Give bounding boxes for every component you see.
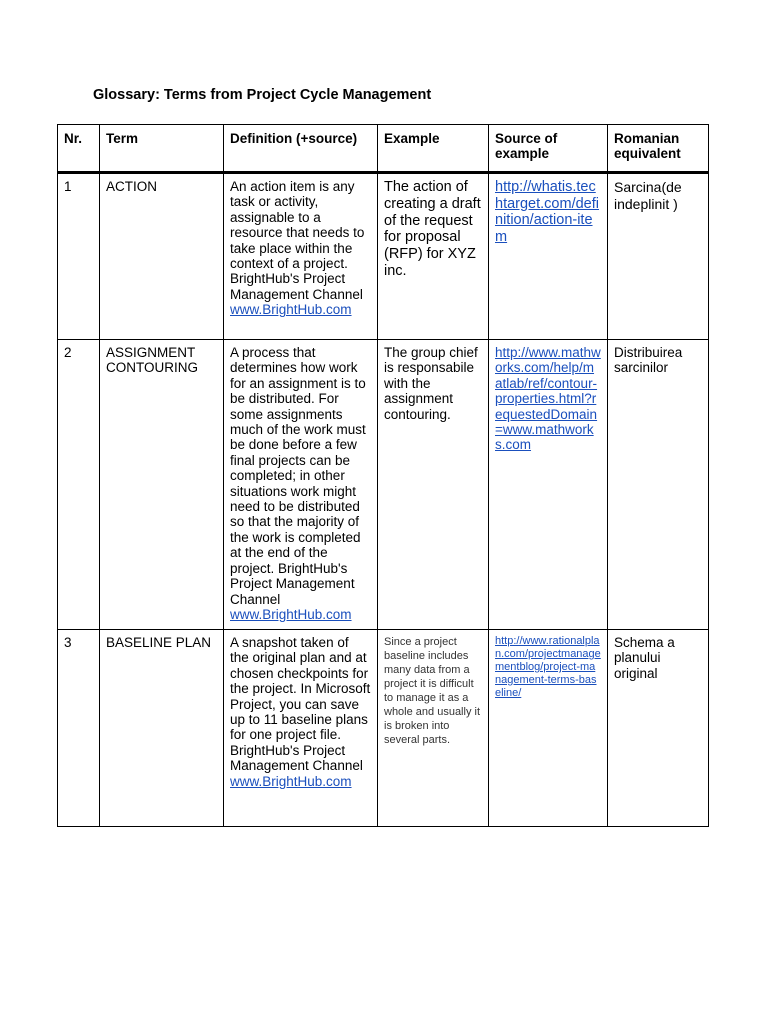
row-example xyxy=(378,340,489,630)
row-romanian xyxy=(608,173,709,340)
romanian-text: Schema a planului original xyxy=(614,635,675,681)
row-romanian xyxy=(608,340,709,630)
source-link[interactable]: http://www.rationalplan.com/projectmanagementblog/project-management-terms-baseline/ xyxy=(495,635,601,699)
romanian-text: Distribuirea sarcinilor xyxy=(614,345,683,376)
definition-text: A process that determines how work for an assignment is to be distributed. For some assignments much of the work must be done before a few final projects can be completed; in other situations work might need to be distributed so that the majority of the work is completed at the end of the project. BrightHub's Project Management Channel xyxy=(230,345,366,607)
row-nr: 1 xyxy=(58,173,100,340)
row-source xyxy=(489,173,608,340)
example-text: The group chief is responsabile with the assignment contouring. xyxy=(384,345,478,422)
brighthub-link[interactable]: www.BrightHub.com xyxy=(230,302,352,318)
row-term: BASELINE PLAN xyxy=(100,630,224,827)
source-link[interactable]: http://whatis.techtarget.com/definition/action-item xyxy=(495,179,599,245)
row-example xyxy=(378,173,489,340)
row-nr: 3 xyxy=(58,630,100,827)
header-definition: Definition (+source) xyxy=(224,125,378,173)
row-definition xyxy=(224,340,378,630)
example-text: Since a project baseline includes many data from a project it is difficult to manage it as a whole and usually it is broken into several parts. xyxy=(384,636,481,746)
header-example: Example xyxy=(378,125,489,173)
row-term: ACTION xyxy=(100,173,224,340)
definition-text: A snapshot taken of the original plan and at chosen checkpoints for the project. In Microsoft Project, you can save up to 11 baseline plans for one project file. BrightHub's Project Management Channel xyxy=(230,635,371,774)
romanian-text: Sarcina(de indeplinit ) xyxy=(614,179,682,212)
row-source xyxy=(489,630,608,827)
row-nr: 2 xyxy=(58,340,100,630)
source-link[interactable]: http://www.mathworks.com/help/matlab/ref/contour-properties.html?requestedDomain=www.mathworks.com xyxy=(495,345,601,453)
row-definition xyxy=(224,630,378,827)
example-text: The action of creating a draft of the request for proposal (RFP) for XYZ inc. xyxy=(384,179,481,279)
header-romanian: Romanian equivalent xyxy=(608,125,709,173)
header-term: Term xyxy=(100,125,224,173)
brighthub-link[interactable]: www.BrightHub.com xyxy=(230,606,352,622)
page-title: Glossary: Terms from Project Cycle Management xyxy=(93,87,432,103)
row-example xyxy=(378,630,489,827)
definition-text: An action item is any task or activity, assignable to a resource that needs to take place within the context of a project. BrightHub's Project Management Channel xyxy=(230,179,365,302)
row-term: ASSIGNMENT CONTOURING xyxy=(100,340,224,630)
row-romanian xyxy=(608,630,709,827)
header-nr: Nr. xyxy=(58,125,100,173)
header-source: Source of example xyxy=(489,125,608,173)
row-definition xyxy=(224,173,378,340)
table-row xyxy=(58,340,709,630)
table-row xyxy=(58,630,709,827)
glossary-table xyxy=(57,124,709,827)
brighthub-link[interactable]: www.BrightHub.com xyxy=(230,773,352,789)
table-header-row xyxy=(58,125,709,173)
row-source xyxy=(489,340,608,630)
table-row xyxy=(58,173,709,340)
